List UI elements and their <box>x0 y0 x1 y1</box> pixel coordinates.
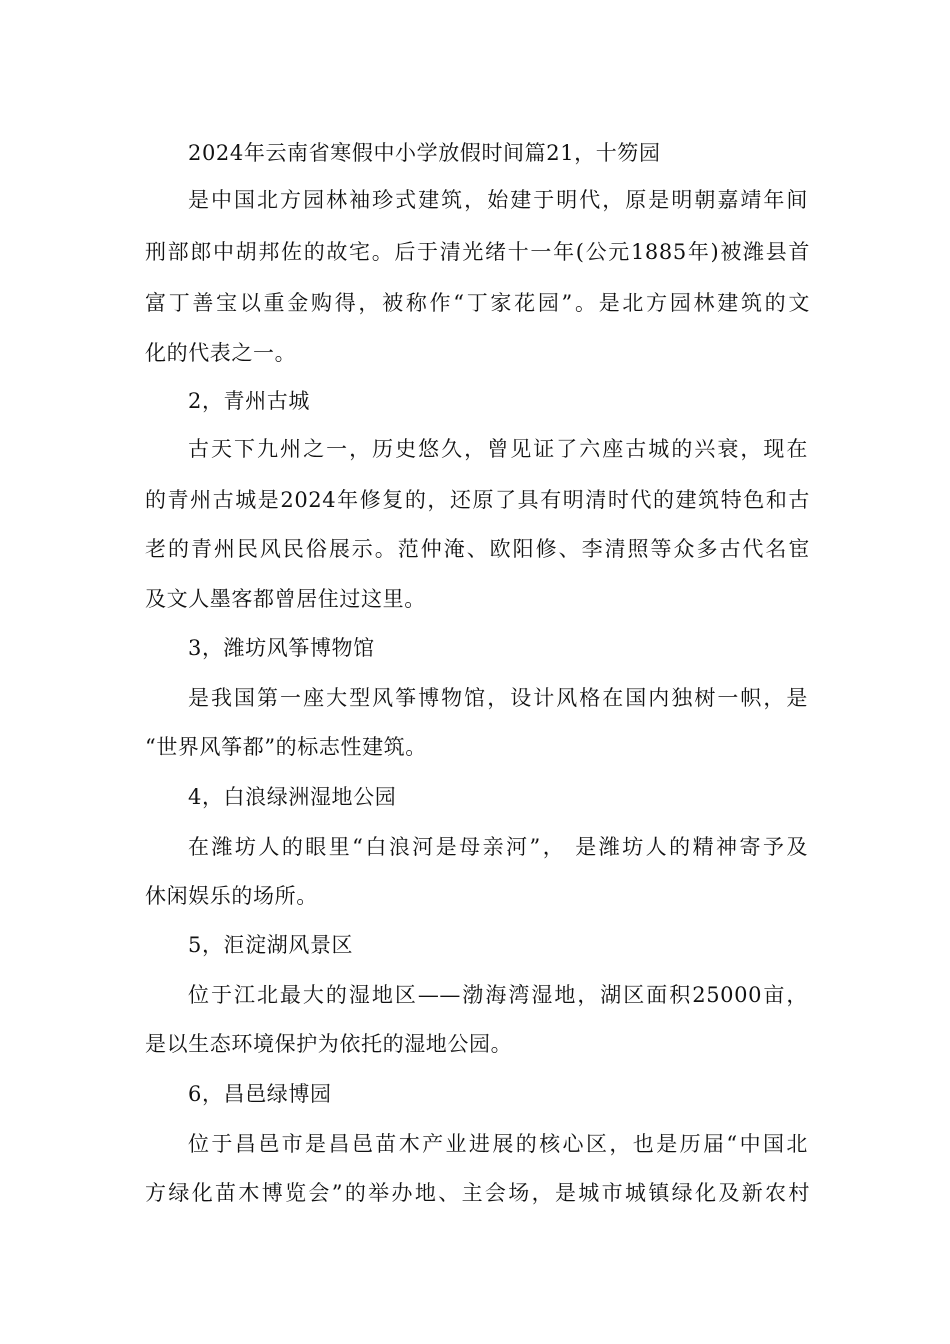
text-line: 化的代表之一。 <box>145 341 297 365</box>
text-line: 4，白浪绿洲湿地公园 <box>188 785 397 809</box>
text-line: 的青州古城是2024年修复的，还原了具有明清时代的建筑特色和古 <box>145 488 810 512</box>
text-line: 2，青州古城 <box>188 389 310 413</box>
text-line: 3，潍坊风筝博物馆 <box>188 636 375 660</box>
text-line: 是中国北方园林袖珍式建筑，始建于明代，原是明朝嘉靖年间 <box>188 188 808 212</box>
text-line: 及文人墨客都曾居住过这里。 <box>145 587 426 611</box>
text-line: “世界风筝都”的标志性建筑。 <box>145 735 427 759</box>
text-line: 位于昌邑市是昌邑苗木产业进展的核心区，也是历届“中国北 <box>188 1132 808 1156</box>
text-line: 古天下九州之一，历史悠久，曾见证了六座古城的兴衰，现在 <box>188 437 808 461</box>
text-line: 在潍坊人的眼里“白浪河是母亲河”， 是潍坊人的精神寄予及 <box>188 835 808 859</box>
text-line: 休闲娱乐的场所。 <box>145 884 318 908</box>
text-line: 富丁善宝以重金购得，被称作“丁家花园”。是北方园林建筑的文 <box>145 291 810 315</box>
text-line: 6，昌邑绿博园 <box>188 1082 332 1106</box>
text-line: 刑部郎中胡邦佐的故宅。后于清光绪十一年(公元1885年)被潍县首 <box>145 240 810 264</box>
text-line: 2024年云南省寒假中小学放假时间篇21，十笏园 <box>188 141 661 165</box>
text-line: 是以生态环境保护为依托的湿地公园。 <box>145 1032 513 1056</box>
text-line: 方绿化苗木博览会”的举办地、主会场，是城市城镇绿化及新农村 <box>145 1181 810 1205</box>
text-line: 5，洰淀湖风景区 <box>188 933 354 957</box>
text-line: 位于江北最大的湿地区——渤海湾湿地，湖区面积25000亩， <box>188 983 808 1007</box>
text-line: 是我国第一座大型风筝博物馆，设计风格在国内独树一帜，是 <box>188 686 808 710</box>
text-line: 老的青州民风民俗展示。范仲淹、欧阳修、李清照等众多古代名宦 <box>145 537 810 561</box>
